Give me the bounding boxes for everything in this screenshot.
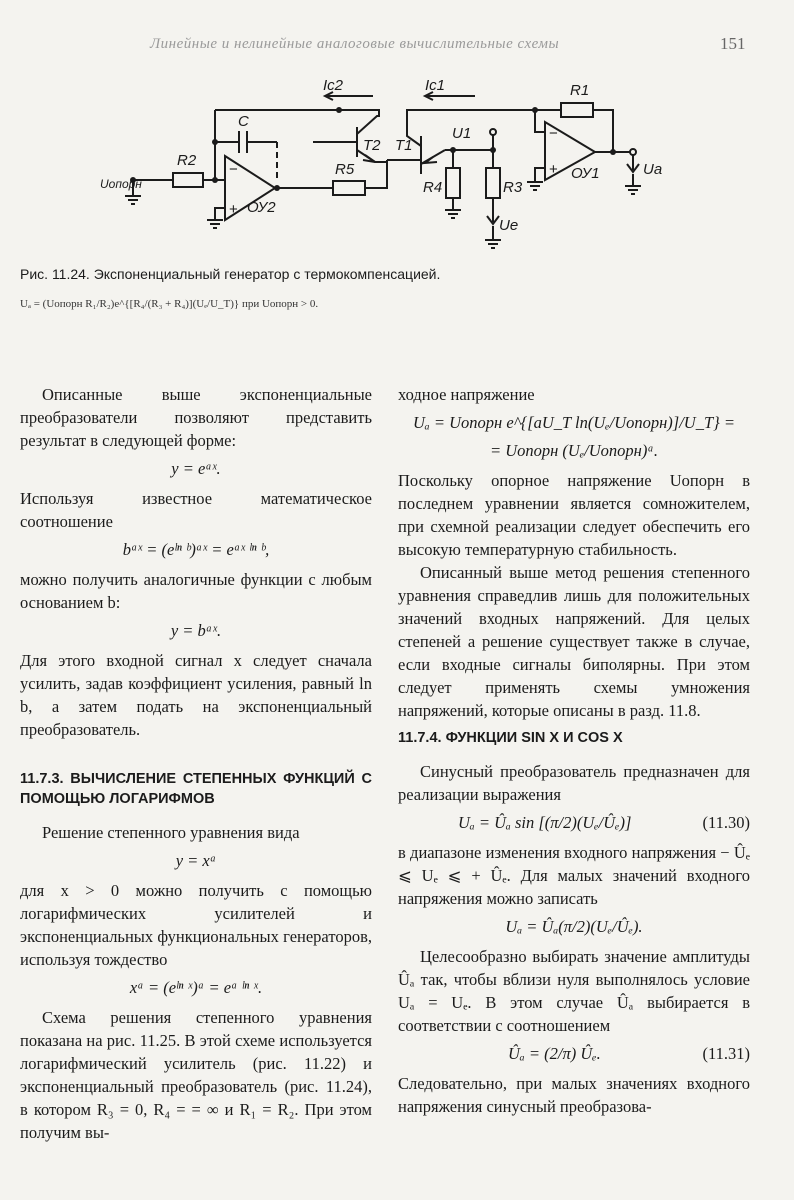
- left-eq2: bᵃˣ = (eˡⁿ ᵇ)ᵃˣ = eᵃˣ ˡⁿ ᵇ,: [122, 540, 270, 559]
- label-c: C: [238, 113, 249, 130]
- left-eq5: xᵃ = (eˡⁿ ˣ)ᵃ = eᵃ ˡⁿ ˣ.: [129, 978, 263, 997]
- label-r4: R4: [423, 179, 443, 196]
- opamp2-minus: −: [229, 161, 238, 178]
- right-p2: Поскольку опорное напряжение Uопорн в последнем уравнении является сомножителем, при схемной реализации следует обеспечить его высокую температурную стабильность.: [398, 471, 750, 559]
- right-p6: Целесообразно выбирать значение амплитуды Ûₐ так, чтобы вблизи нуля выполнялось условие Uₐ = Uₑ. В этом случае Ûₐ выбирается в соответствии с соотношением: [398, 947, 750, 1035]
- label-ua: Ua: [643, 161, 663, 178]
- label-ic1: Ic1: [425, 77, 446, 94]
- left-p7: Схема решения степенного уравнения показана на рис. 11.25. В этой схеме используется логарифмический усилитель (рис. 11.22) и экспоненциальный преобразователь (рис. 11.24), в котором R₃ = 0, R₄ = = ∞ и R₁ = R₂. При этом получим вы-: [20, 1008, 372, 1142]
- label-ic2: Ic2: [323, 77, 344, 94]
- right-eq3: Uₐ = Ûₐ(π/2)(Uₑ/Ûₑ).: [505, 917, 643, 936]
- left-eq1: y = eᵃˣ.: [171, 459, 221, 478]
- label-t1: T1: [395, 137, 413, 154]
- opamp1-minus: −: [549, 125, 558, 142]
- right-eq1b: = Uопорн (Uₑ/Uопорн)ᵃ.: [489, 441, 659, 460]
- figure-caption: Рис. 11.24. Экспоненциальный генератор с термокомпенсацией.: [20, 266, 441, 282]
- right-eq1a: Uₐ = Uопорн e^{[aU_T ln(Uₑ/Uопорн)]/U_T} =: [412, 413, 736, 432]
- figure-formula: Uₐ = (Uопорн R₁/R₂)e^{[R₄/(R₃ + R₄)](Uₑ/U_T)} при Uопорн > 0.: [20, 298, 319, 310]
- left-p5: Решение степенного уравнения вида: [42, 823, 300, 842]
- left-eq4: y = xᵃ: [175, 851, 217, 870]
- left-p3: можно получить аналогичные функции с любым основанием b:: [20, 570, 372, 612]
- label-r3: R3: [503, 179, 523, 196]
- label-ue: Ue: [499, 217, 519, 234]
- opamp1-plus: +: [549, 161, 558, 178]
- right-eq2: Uₐ = Ûₐ sin [(π/2)(Uₑ/Ûₑ)]: [458, 813, 632, 832]
- running-head: Линейные и нелинейные аналоговые вычислительные схемы: [150, 36, 560, 52]
- right-eq2-row: [398, 811, 750, 834]
- right-eq4-row: [398, 1042, 750, 1065]
- circuit-schematic: [95, 70, 695, 260]
- label-u1: U1: [452, 125, 472, 142]
- left-p4: Для этого входной сигнал x следует сначала усилить, задав коэффициент усиления, равный ln b, а затем подать на экспоненциальный преобразователь.: [20, 651, 372, 739]
- page-number: 151: [720, 34, 746, 53]
- right-eq2-number: (11.30): [702, 813, 750, 832]
- label-t2: T2: [363, 137, 381, 154]
- right-p3: Описанный выше метод решения степенного уравнения справедлив лишь для положительных значений входных напряжений. Для целых степеней a решение существует также в случае, если входные сигналы биполярны. При этом следует применять схемы умножения напряжений, которые описаны в разд. 11.8.: [398, 563, 750, 720]
- label-uopor: Uопорн: [100, 177, 142, 191]
- left-p2: Используя известное математическое соотношение: [20, 489, 372, 531]
- right-p1: ходное напряжение: [398, 385, 535, 404]
- right-eq4: Ûₐ = (2/π) Ûₑ.: [508, 1044, 601, 1063]
- label-oy2: ОУ2: [247, 199, 276, 216]
- label-r1: R1: [570, 82, 590, 99]
- left-p1: Описанные выше экспоненциальные преобразователи позволяют представить результат в следующей форме:: [20, 385, 372, 450]
- label-r5: R5: [335, 161, 355, 178]
- right-p5: в диапазоне изменения входного напряжения − Ûₑ ⩽ Uₑ ⩽ + Ûₑ. Для малых значений входного напряжения можно записать: [398, 843, 750, 908]
- left-p6: для x > 0 можно получить с помощью логарифмических усилителей и экспоненциальных функциональных генераторов, используя тождество: [20, 881, 372, 969]
- label-oy1: ОУ1: [571, 165, 600, 182]
- right-eq4-number: (11.31): [702, 1044, 750, 1063]
- left-column: [20, 383, 372, 1144]
- left-eq3: y = bᵃˣ.: [170, 621, 222, 640]
- section-heading-11-7-4: 11.7.4. ФУНКЦИИ SIN X И COS X: [398, 730, 623, 746]
- label-r2: R2: [177, 152, 197, 169]
- opamp2-plus: +: [229, 201, 238, 218]
- right-p7: Следовательно, при малых значениях входного напряжения синусный преобразова-: [398, 1074, 750, 1116]
- right-column: [398, 383, 750, 1118]
- right-p4: Синусный преобразователь предназначен для реализации выражения: [398, 762, 750, 804]
- section-heading-11-7-3: 11.7.3. ВЫЧИСЛЕНИЕ СТЕПЕННЫХ ФУНКЦИЙ С ПОМОЩЬЮ ЛОГАРИФМОВ: [20, 771, 372, 807]
